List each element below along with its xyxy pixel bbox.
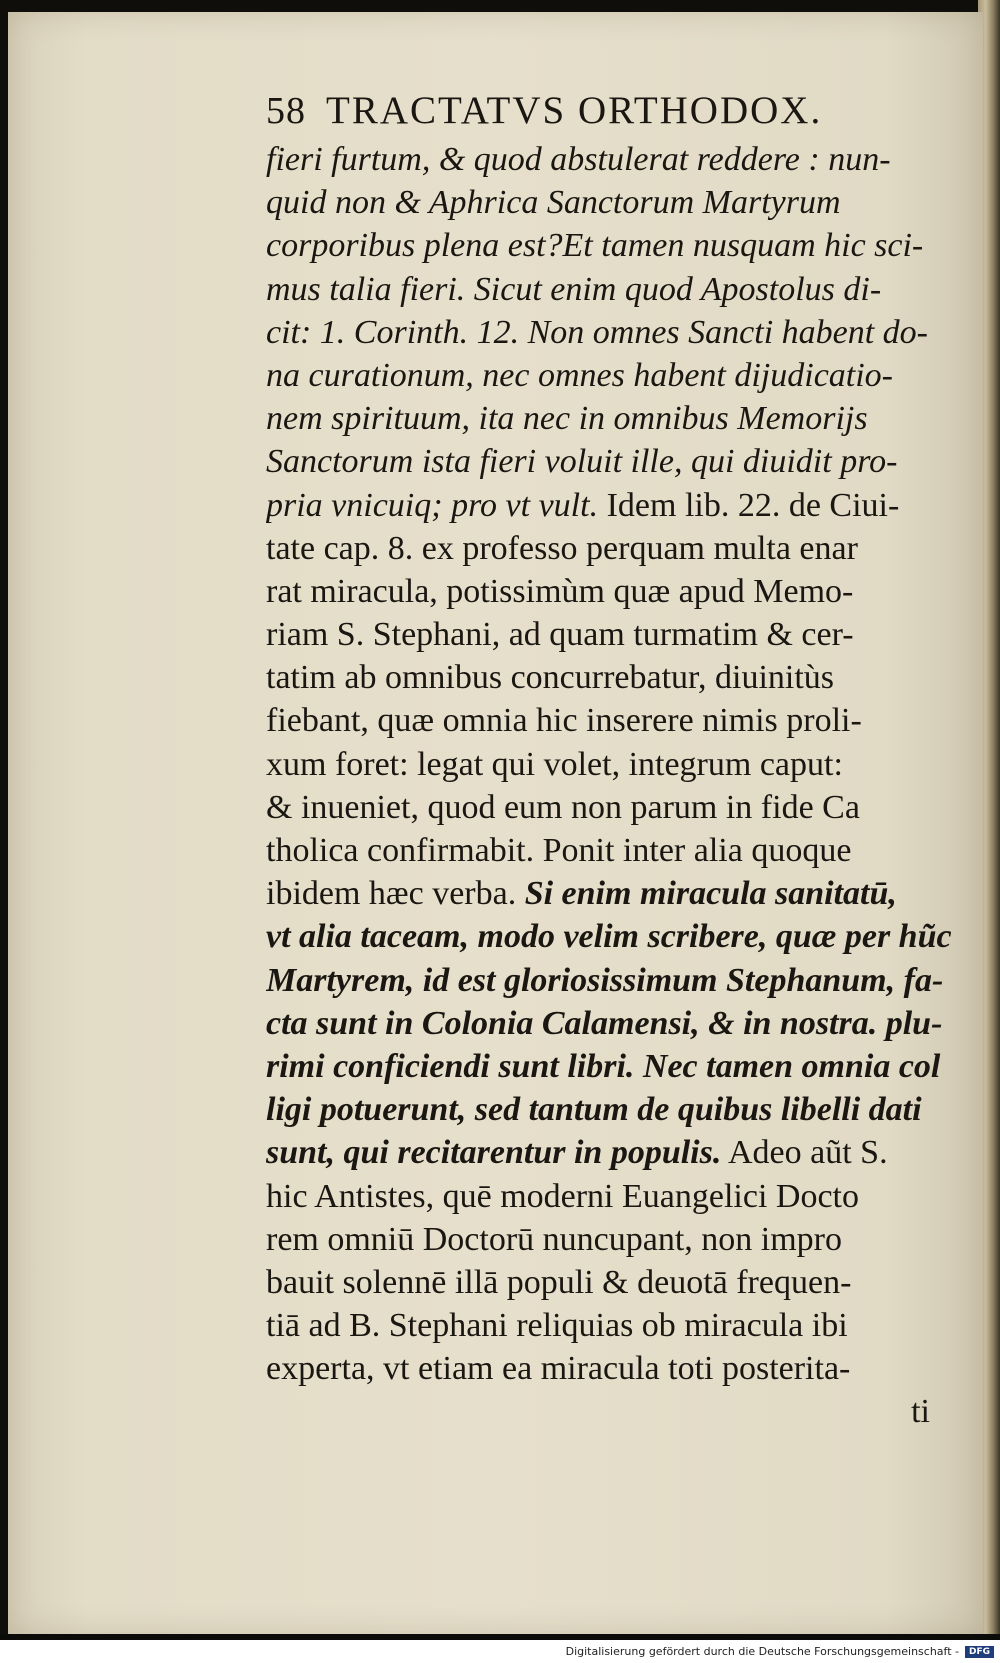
page-number: 58 xyxy=(266,90,306,132)
text-line: cit: 1. Corinth. 12. Non omnes Sancti habent do- xyxy=(266,313,929,351)
text-line: hic Antistes, quē moderni Euangelici Docto xyxy=(266,1177,859,1215)
text-line xyxy=(266,1131,966,1174)
text-line: & inueniet, quod eum non parum in fide Ca xyxy=(266,788,860,826)
text-line: rat miracula, potissimùm quæ apud Memo- xyxy=(266,572,854,610)
text-line: nem spirituum, ita nec in omnibus Memorijs xyxy=(266,400,868,438)
text-line: cta sunt in Colonia Calamensi, & in nostra. plu- xyxy=(266,1004,943,1042)
text-line: tate cap. 8. ex professo perquam multa enar xyxy=(266,529,858,567)
text-line: riam S. Stephani, ad quam turmatim & cer- xyxy=(266,616,854,654)
text-line: corporibus plena est?Et tamen nusquam hic sci- xyxy=(266,227,924,265)
text-line: bauit solennē illā populi & deuotā frequen- xyxy=(266,1263,852,1301)
running-title: TRACTATVS ORTHODOX. xyxy=(326,89,823,132)
text-line: xum foret: legat qui volet, integrum caput: xyxy=(266,745,843,783)
text-line: vt alia taceam, modo velim scribere, quæ per hũc xyxy=(266,918,952,956)
roman-segment: Idem lib. 22. de Ciui- xyxy=(598,486,900,524)
footer-credit: Digitalisierung gefördert durch die Deutsche Forschungsgemeinschaft - xyxy=(565,1645,959,1658)
text-line: ligi potuerunt, sed tantum de quibus libelli dati xyxy=(266,1091,922,1129)
text-line: na curationum, nec omnes habent dijudicatio- xyxy=(266,356,894,394)
text-line: tholica confirmabit. Ponit inter alia quoque xyxy=(266,832,852,869)
roman-segment: ibidem hæc verba. xyxy=(266,875,525,913)
text-line: mus talia fieri. Sicut enim quod Apostolus di- xyxy=(266,270,882,308)
text-line: tatim ab omnibus concurrebatur, diuinitùs xyxy=(266,659,835,697)
text-line: rimi conficiendi sunt libri. Nec tamen omnia col xyxy=(266,1047,941,1085)
text-line: quid non & Aphrica Sanctorum Martyrum xyxy=(266,184,841,222)
text-block xyxy=(266,88,966,1434)
text-line: fiebant, quæ omnia hic inserere nimis proli- xyxy=(266,702,862,740)
footer-bar xyxy=(0,1640,1000,1663)
dfg-logo: DFG xyxy=(965,1646,994,1658)
page-header xyxy=(266,88,966,138)
text-line: rem omniū Doctorū nuncupant, non impro xyxy=(266,1220,843,1258)
text-line xyxy=(266,872,966,915)
text-line: fieri furtum, & quod abstulerat reddere : nun- xyxy=(266,141,891,178)
text-line: Sanctorum ista fieri voluit ille, qui diuidit pro- xyxy=(266,443,898,481)
text-line: Martyrem, id est gloriosissimum Stephanum, fa- xyxy=(266,961,944,999)
italic-segment: pria vnicuiq; pro vt vult. xyxy=(266,486,599,524)
text-line: tiā ad B. Stephani reliquias ob miracula ibi xyxy=(266,1307,848,1345)
catchword: ti xyxy=(911,1393,930,1431)
roman-segment: Adeo aũt S. xyxy=(721,1134,888,1172)
italic-segment: sunt, qui recitarentur in populis. xyxy=(266,1134,722,1172)
body-text xyxy=(266,138,966,1390)
text-line xyxy=(266,484,966,527)
italic-segment: Si enim miracula sanitatū, xyxy=(524,875,897,913)
text-line: experta, vt etiam ea miracula toti posterita- xyxy=(266,1350,851,1388)
